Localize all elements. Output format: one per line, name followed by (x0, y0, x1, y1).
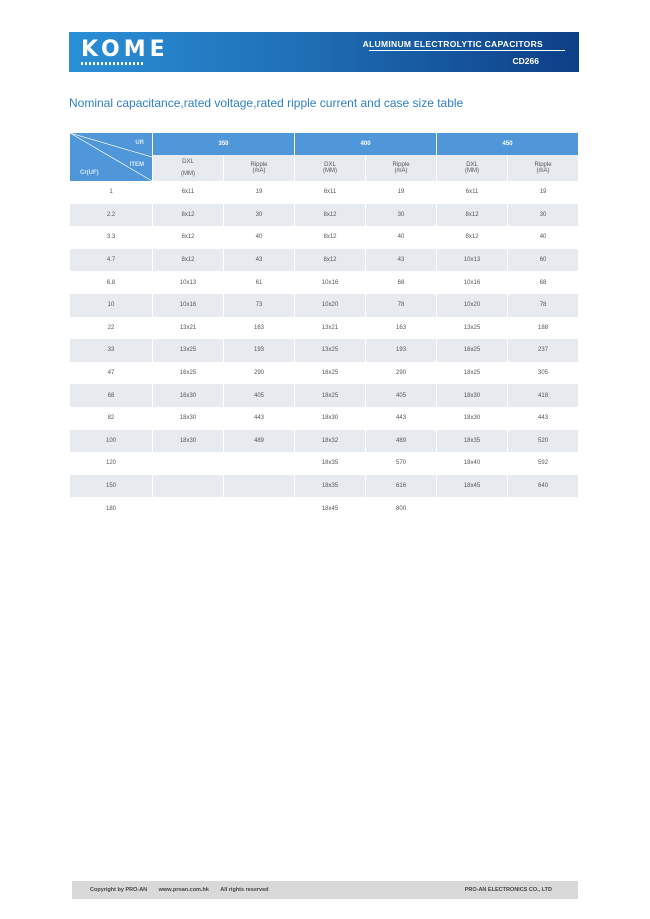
ripple-current-cell: 193 (223, 339, 294, 362)
capacitance-cell: 100 (70, 430, 152, 453)
capacitor-table (70, 133, 578, 520)
case-size-cell: 8x12 (152, 226, 223, 249)
table-row (70, 475, 578, 498)
logo-dots-decoration (81, 62, 143, 65)
case-size-cell: 10x16 (152, 294, 223, 317)
capacitance-cell: 68 (70, 384, 152, 407)
ripple-current-cell: 30 (507, 204, 578, 227)
capacitance-cell: 180 (105, 505, 116, 512)
capacitance-cell: 47 (107, 370, 115, 377)
col-header-dxl-top: DXL (182, 159, 194, 165)
case-size-cell: 13x21 (294, 317, 365, 340)
case-size-cell: 18x25 (436, 362, 507, 385)
capacitance-cell: 22 (107, 324, 115, 331)
case-size-cell: 16x25 (294, 362, 365, 385)
table-row (70, 204, 578, 227)
col-header-ripple (223, 155, 294, 181)
ripple-current-cell: 43 (223, 249, 294, 272)
case-size-cell: 10x20 (294, 294, 365, 317)
ripple-current-cell (223, 452, 294, 475)
case-size-cell: 18x32 (294, 430, 365, 453)
ripple-current-cell: 570 (365, 452, 436, 475)
corner-item-label: ITEM (129, 162, 144, 168)
ripple-current-cell: 193 (365, 339, 436, 362)
ripple-current-cell: 616 (365, 475, 436, 498)
case-size-cell: 18x30 (294, 407, 365, 430)
capacitance-cell: 4.7 (70, 249, 152, 272)
header-divider (369, 50, 565, 51)
ripple-current-cell (223, 475, 294, 498)
table-row (70, 226, 578, 249)
col-header-ripple (365, 155, 436, 181)
table-row (70, 317, 578, 340)
ripple-current-cell: 19 (365, 181, 436, 204)
case-size-cell: 18x35 (294, 452, 365, 475)
ripple-current-cell: 290 (365, 362, 436, 385)
case-size-cell: 13x25 (294, 339, 365, 362)
ripple-current-cell: 60 (507, 249, 578, 272)
col-header-ripple-unit: (mA) (252, 168, 266, 174)
case-size-cell: 13x21 (152, 317, 223, 340)
ripple-current-cell: 592 (507, 452, 578, 475)
case-size-cell: 18x30 (436, 384, 507, 407)
ripple-current-cell: 78 (365, 294, 436, 317)
ripple-current-cell: 78 (507, 294, 578, 317)
ripple-current-cell: 405 (223, 384, 294, 407)
col-header-ripple-unit: (mA) (536, 168, 550, 174)
col-header-ripple-top: Ripple (392, 162, 410, 168)
col-header-ripple (507, 155, 578, 181)
footer-rights: All rights reserved (220, 887, 269, 893)
voltage-header-450: 450 (436, 133, 578, 155)
voltage-header-350: 350 (152, 133, 294, 155)
ripple-current-cell: 68 (507, 271, 578, 294)
case-size-cell: 8x12 (294, 249, 365, 272)
case-size-cell: 10x16 (294, 271, 365, 294)
table-row (70, 249, 578, 272)
table-row (70, 407, 578, 430)
footer-left (90, 887, 279, 893)
capacitance-cell: 3.3 (106, 234, 116, 241)
series-code: CD266 (512, 56, 539, 66)
case-size-cell: 16x25 (436, 339, 507, 362)
table-row (70, 181, 578, 204)
col-header-dxl (152, 155, 223, 181)
ripple-current-cell (223, 497, 294, 520)
voltage-header-row (70, 133, 578, 155)
case-size-cell (152, 452, 223, 475)
capacitance-cell: 120 (105, 460, 116, 467)
case-size-cell: 8x12 (294, 226, 365, 249)
capacitance-cell: 33 (70, 339, 152, 362)
ripple-current-cell: 19 (507, 181, 578, 204)
capacitance-cell: 2.2 (70, 204, 152, 227)
page-subtitle: Nominal capacitance,rated voltage,rated ripple current and case size table (69, 96, 464, 110)
capacitance-cell: 150 (70, 475, 152, 498)
ripple-current-cell: 19 (223, 181, 294, 204)
table-row (70, 384, 578, 407)
case-size-cell: 18x40 (436, 452, 507, 475)
ripple-current-cell: 30 (365, 204, 436, 227)
case-size-cell: 8x12 (152, 204, 223, 227)
table-body (70, 181, 578, 520)
ripple-current-cell: 237 (507, 339, 578, 362)
ripple-current-cell: 443 (223, 407, 294, 430)
case-size-cell: 18x35 (436, 430, 507, 453)
col-header-dxl-unit: (MM) (323, 168, 338, 174)
case-size-cell (152, 497, 223, 520)
col-header-ripple-top: Ripple (250, 162, 268, 168)
ripple-current-cell: 489 (223, 430, 294, 453)
ripple-current-cell: 640 (507, 475, 578, 498)
ripple-current-cell: 40 (365, 226, 436, 249)
ripple-current-cell: 520 (507, 430, 578, 453)
col-header-ripple-unit: (mA) (394, 168, 408, 174)
ripple-current-cell: 163 (223, 317, 294, 340)
table-corner-cell (70, 133, 152, 181)
case-size-cell: 18x25 (294, 384, 365, 407)
ripple-current-cell: 188 (507, 317, 578, 340)
col-header-dxl-top: DXL (466, 162, 478, 168)
table-row (70, 271, 578, 294)
case-size-cell: 13x25 (436, 317, 507, 340)
case-size-cell: 8x12 (436, 204, 507, 227)
col-header-dxl-unit: (MM) (465, 168, 480, 174)
footer-website: www.proan.com.hk (158, 887, 209, 893)
capacitance-cell: 82 (107, 415, 115, 422)
col-header-dxl (436, 155, 507, 181)
footer-company: PRO-AN ELECTRONICS CO., LTD (464, 887, 552, 893)
ripple-current-cell: 40 (507, 226, 578, 249)
footer-copyright: Copyright by PRO-AN (90, 887, 148, 893)
ripple-current-cell: 163 (365, 317, 436, 340)
ripple-current-cell: 405 (365, 384, 436, 407)
case-size-cell: 16x30 (152, 384, 223, 407)
ripple-current-cell: 418 (507, 384, 578, 407)
voltage-header-400: 400 (294, 133, 436, 155)
case-size-cell: 8x12 (294, 204, 365, 227)
ripple-current-cell (507, 497, 578, 520)
corner-cr-label: Cr(UF) (80, 170, 99, 176)
case-size-cell: 6x11 (436, 181, 507, 204)
table-row (70, 497, 578, 520)
ripple-current-cell: 305 (507, 362, 578, 385)
table-row (70, 362, 578, 385)
ripple-current-cell: 68 (365, 271, 436, 294)
ripple-current-cell: 443 (365, 407, 436, 430)
capacitance-cell: 1 (109, 189, 113, 196)
case-size-cell: 18x30 (152, 430, 223, 453)
col-header-dxl-top: DXL (324, 162, 336, 168)
case-size-cell: 18x30 (152, 407, 223, 430)
case-size-cell: 18x45 (294, 497, 365, 520)
ripple-current-cell: 73 (223, 294, 294, 317)
case-size-cell (436, 497, 507, 520)
brand-logo: KOME (81, 37, 169, 62)
ripple-current-cell: 30 (223, 204, 294, 227)
footer-bar (72, 881, 578, 899)
table-row (70, 339, 578, 362)
ripple-current-cell: 43 (365, 249, 436, 272)
header-banner (69, 32, 579, 72)
case-size-cell: 10x13 (152, 271, 223, 294)
col-header-dxl (294, 155, 365, 181)
case-size-cell: 6x11 (152, 181, 223, 204)
ripple-current-cell: 61 (223, 271, 294, 294)
col-header-ripple-top: Ripple (534, 162, 552, 168)
case-size-cell: 18x30 (436, 407, 507, 430)
table-row (70, 452, 578, 475)
corner-ur-label: UR (135, 140, 144, 146)
ripple-current-cell: 290 (223, 362, 294, 385)
ripple-current-cell: 489 (365, 430, 436, 453)
case-size-cell: 18x35 (294, 475, 365, 498)
case-size-cell: 10x16 (436, 271, 507, 294)
case-size-cell: 13x25 (152, 339, 223, 362)
case-size-cell: 8x12 (152, 249, 223, 272)
case-size-cell: 8x12 (436, 226, 507, 249)
case-size-cell (152, 475, 223, 498)
case-size-cell: 16x25 (152, 362, 223, 385)
capacitance-cell: 10 (70, 294, 152, 317)
case-size-cell: 10x20 (436, 294, 507, 317)
table-row (70, 294, 578, 317)
capacitance-cell: 6.8 (106, 279, 116, 286)
category-title: ALUMINUM ELECTROLYTIC CAPACITORS (362, 39, 543, 49)
ripple-current-cell: 443 (507, 407, 578, 430)
case-size-cell: 6x11 (294, 181, 365, 204)
col-header-dxl-unit: (MM) (181, 171, 195, 177)
ripple-current-cell: 800 (365, 497, 436, 520)
ripple-current-cell: 40 (223, 226, 294, 249)
table-row (70, 430, 578, 453)
case-size-cell: 10x13 (436, 249, 507, 272)
case-size-cell: 18x45 (436, 475, 507, 498)
